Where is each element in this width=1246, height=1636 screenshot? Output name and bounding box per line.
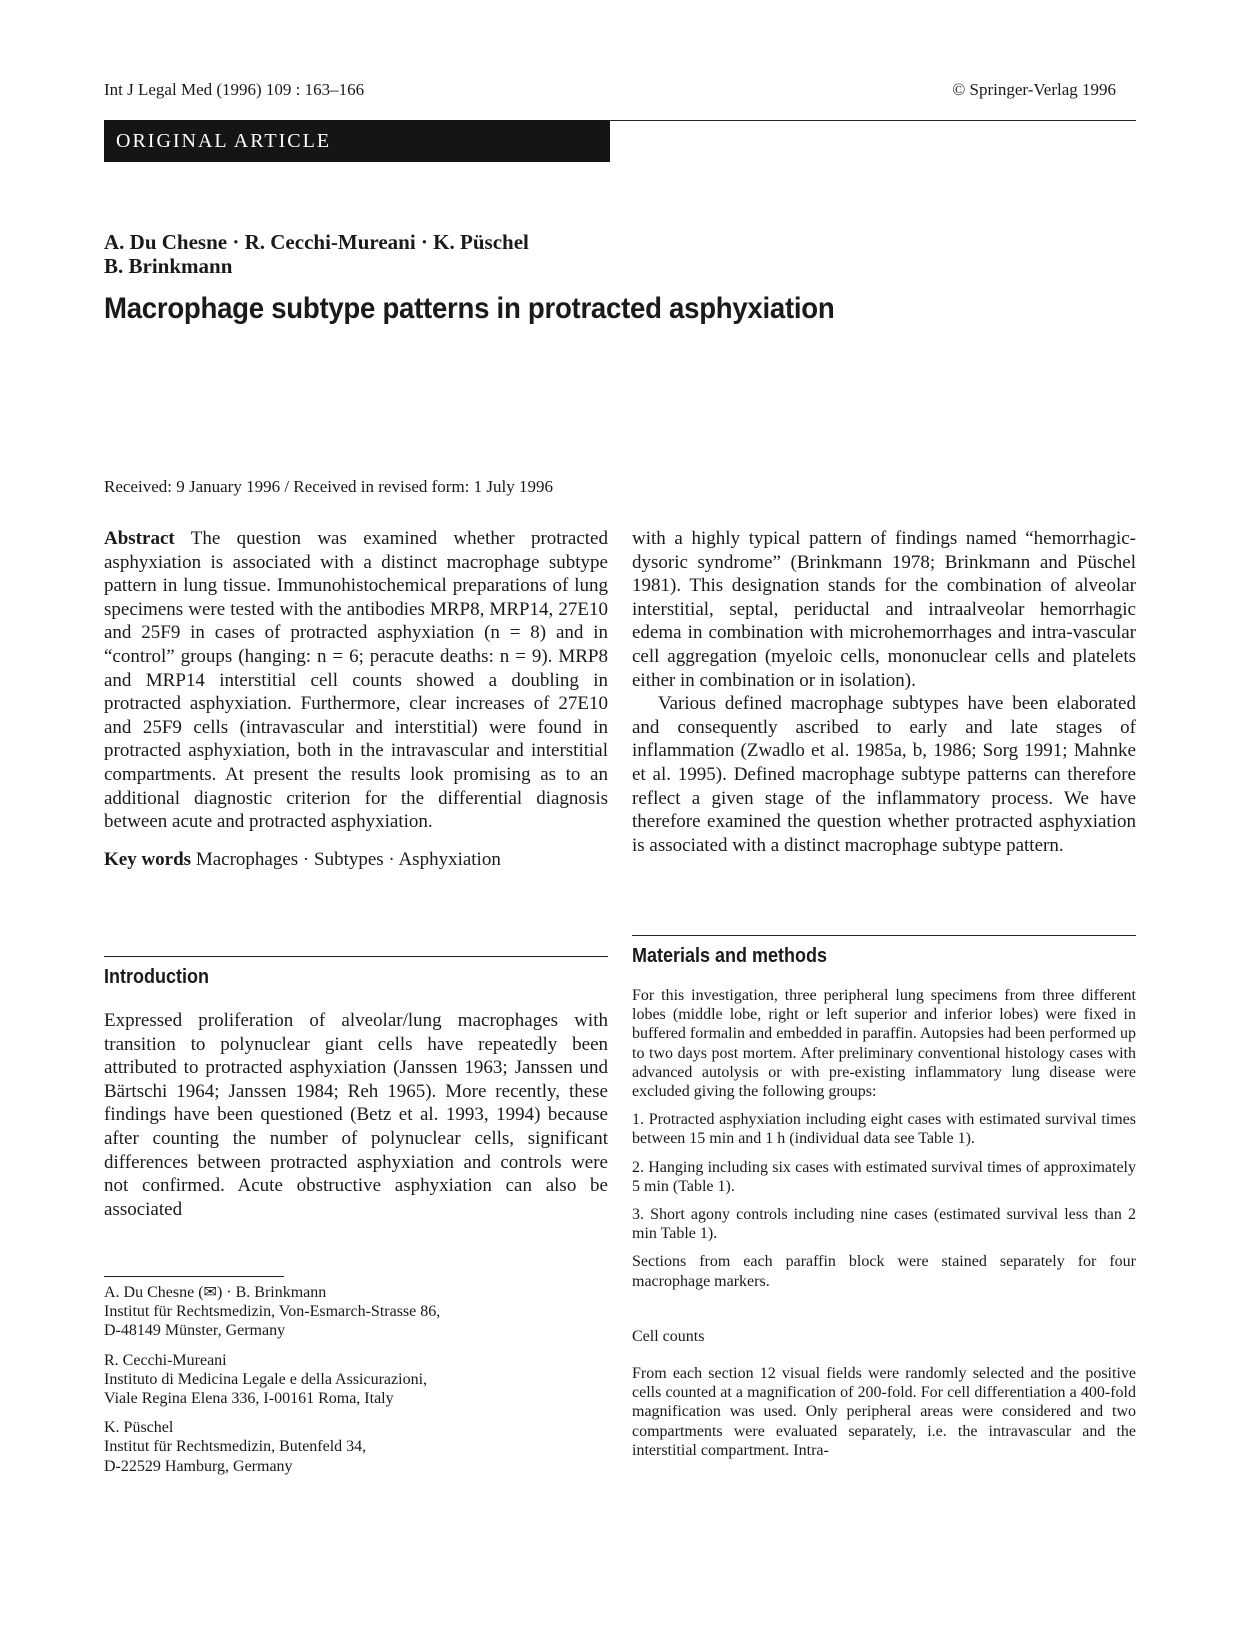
- keywords-text: Macrophages · Subtypes · Asphyxiation: [191, 848, 501, 870]
- publisher-copyright: © Springer-Verlag 1996: [952, 80, 1116, 99]
- introduction-text: Expressed proliferation of alveolar/lung macrophages with transition to polynuclear giant cells have repeatedly been attributed to protracted asphyxiation (Janssen 1963; Janssen und Bärtschi 1964; Janssen 1984; Reh 1965). More recently, these findings have been questioned (Betz et al. 1993, 1994) because after counting the number of polynuclear cells, significant differences between protracted asphyxiation and controls were not confirmed. Acute obstructive asphyxiation can also be associated: [104, 1010, 608, 1220]
- methods-sections: Sections from each paraffin block were stained separately for four macrophage markers.: [632, 1253, 1136, 1290]
- address-line: Institut für Rechtsmedizin, Butenfeld 34,: [104, 1438, 367, 1456]
- methods-intro: For this investigation, three peripheral lung specimens from three different lobes (middle lobe, right or left superior and inferior lobes) were fixed in buffered formalin and embedded in paraffin. Autopsies had been performed up to two days post mortem. After preliminary conventional histology cases with advanced autolysis or with pre-existing inflammatory lung disease were excluded giving the following groups:: [632, 987, 1136, 1101]
- address-name: R. Cecchi-Mureani: [104, 1351, 227, 1369]
- methods-rule: [632, 935, 1136, 936]
- journal-citation: Int J Legal Med (1996) 109 : 163–166: [104, 80, 365, 99]
- address-block: [104, 1351, 608, 1409]
- author-line-2: B. Brinkmann: [104, 254, 233, 278]
- right-paragraph-2: Various defined macrophage subtypes have been elaborated and consequently ascribed to early and late stages of inflammation (Zwadlo et al. 1985a, b, 1986; Sorg 1991; Mahnke et al. 1995). Defined macrophage subtype patterns can therefore reflect a given stage of the inflammatory process. We have therefore examined the question whether protracted asphyxiation is associated with a distinct macrophage subtype pattern.: [632, 693, 1136, 856]
- right-column-intro: [632, 527, 1136, 857]
- author-line-1: A. Du Chesne · R. Cecchi-Mureani · K. Püschel: [104, 230, 529, 254]
- methods-section: [632, 945, 1136, 1460]
- author-addresses: [104, 1283, 608, 1486]
- abstract-text: The question was examined whether protracted asphyxiation is associated with a distinct macrophage subtype pattern in lung tissue. Immunohistochemical preparations of lung specimens were tested with the antibodies MRP8, MRP14, 27E10 and 25F9 in cases of protracted asphyxiation (n = 8) and in “control” groups (hanging: n = 6; peracute deaths: n = 9). MRP8 and MRP14 interstitial cell counts showed a doubling in protracted asphyxiation. Furthermore, clear increases of 27E10 and 25F9 cells (intravascular and interstitial) were found in protracted asphyxiation, both in the intravascular and interstitial compartments. At present the results look promising as to an additional diagnostic criterion for the differential diagnosis between acute and protracted asphyxiation.: [104, 528, 608, 833]
- introduction-rule: [104, 956, 608, 957]
- cell-counts-text: From each section 12 visual fields were randomly selected and the positive cells counted at a magnification of 200-fold. For cell differentiation a 400-fold magnification was used. Only peripheral areas were considered and two compartments were evaluated separately, i.e. the intravascular and the interstitial compartment. Intra-: [632, 1365, 1136, 1459]
- methods-group-3: 3. Short agony controls including nine cases (estimated survival less than 2 min Table 1).: [632, 1206, 1136, 1243]
- methods-heading: Materials and methods: [632, 945, 828, 967]
- address-name: K. Püschel: [104, 1419, 174, 1437]
- author-list: [104, 230, 529, 278]
- methods-group-2: 2. Hanging including six cases with estimated survival times of approximately 5 min (Table 1).: [632, 1158, 1136, 1195]
- address-line: Institut für Rechtsmedizin, Von-Esmarch-Strasse 86,: [104, 1303, 441, 1321]
- address-line: Viale Regina Elena 336, I-00161 Roma, Italy: [104, 1390, 394, 1408]
- article-type-banner: ORIGINAL ARTICLE: [104, 120, 610, 162]
- header-rule: [606, 120, 1136, 121]
- address-name: A. Du Chesne (✉) · B. Brinkmann: [104, 1284, 327, 1301]
- keywords: [104, 848, 608, 872]
- methods-group-1: 1. Protracted asphyxiation including eight cases with estimated survival times between 15 min and 1 h (individual data see Table 1).: [632, 1111, 1136, 1148]
- address-line: D-22529 Hamburg, Germany: [104, 1457, 293, 1475]
- footnote-rule: [104, 1276, 284, 1277]
- article-title: Macrophage subtype patterns in protracted asphyxiation: [104, 292, 835, 325]
- received-dates: Received: 9 January 1996 / Received in revised form: 1 July 1996: [104, 477, 553, 496]
- cell-counts-heading: Cell counts: [632, 1327, 705, 1345]
- address-line: Instituto di Medicina Legale e della Assicurazioni,: [104, 1370, 428, 1388]
- abstract-block: [104, 527, 608, 871]
- abstract: [104, 527, 608, 834]
- address-block: [104, 1283, 608, 1341]
- address-line: D-48149 Münster, Germany: [104, 1322, 286, 1340]
- keywords-label: Key words: [104, 848, 192, 870]
- abstract-label: Abstract: [104, 528, 175, 549]
- right-paragraph-1: with a highly typical pattern of findings named “hemorrhagic-dysoric syndrome” (Brinkmann 1978; Brinkmann and Püschel 1981). This designation stands for the combination of alveolar interstitial, septal, periductal and intraalveolar hemorrhagic edema in combination with microhemorrhages and intra-vascular cell aggregation (myeloic cells, mononuclear cells and platelets either in combination or in isolation).: [632, 528, 1136, 691]
- introduction-section: [104, 966, 608, 1221]
- address-block: [104, 1418, 608, 1476]
- introduction-heading: Introduction: [104, 966, 209, 988]
